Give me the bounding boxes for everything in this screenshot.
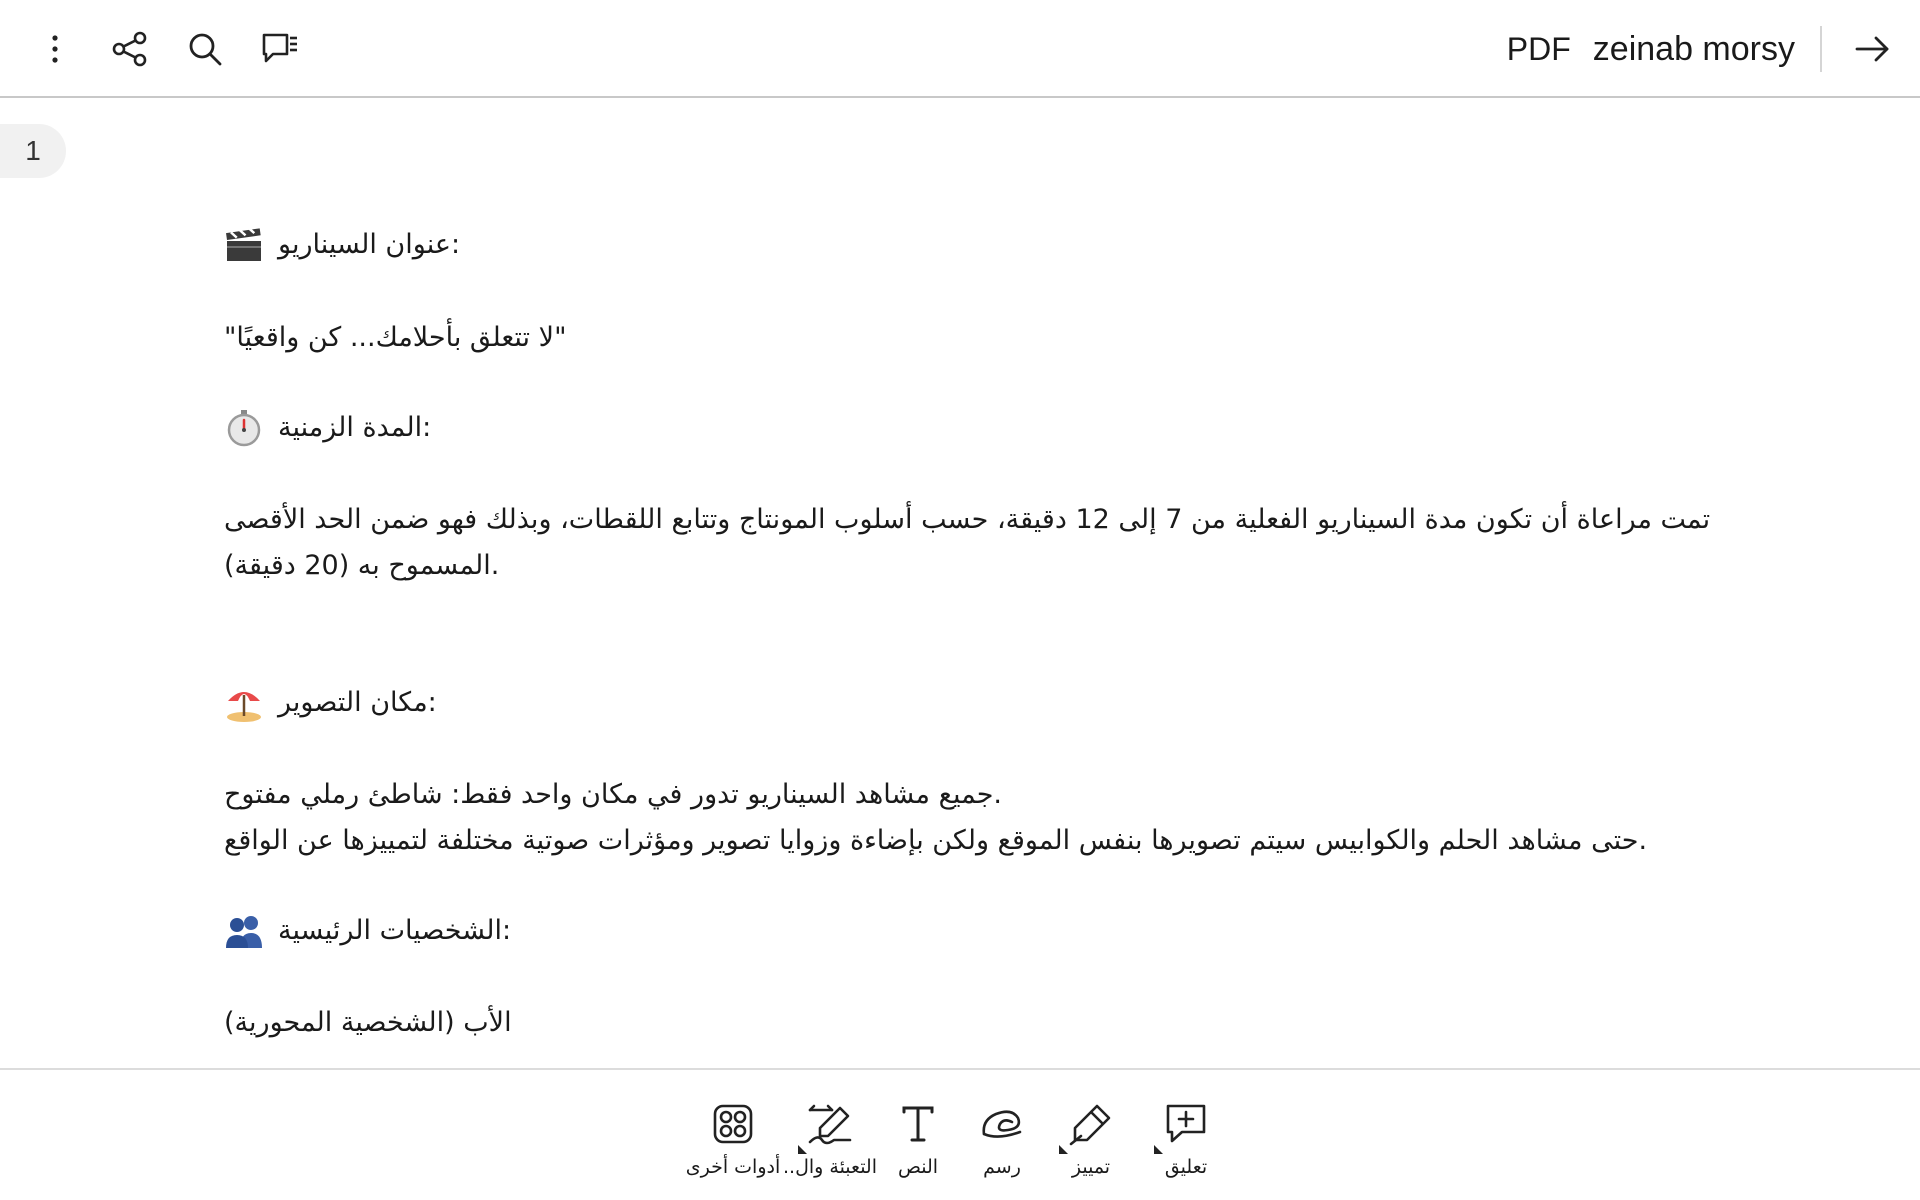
duration-heading-text: المدة الزمنية: [278,412,432,443]
share-icon[interactable] [108,27,152,71]
highlighter-icon [1067,1100,1115,1148]
comment-tool-button[interactable] [1136,1080,1236,1190]
freehand-draw-icon [978,1100,1026,1148]
location-heading-text: مكان التصوير: [278,687,437,718]
clapperboard-icon [224,225,264,265]
title-heading [224,222,460,268]
text-icon [894,1100,942,1148]
more-vertical-icon[interactable] [33,27,77,71]
search-icon[interactable] [183,27,227,71]
duration-line-1: تمت مراعاة أن تكون مدة السيناريو الفعلية من 7 إلى 12 دقيقة، حسب أسلوب المونتاج وتتابع اللقطات، وبذلك فهو ضمن الحد الأقصى [224,504,1711,535]
fill-sign-icon [806,1100,854,1148]
bottom-toolbar [0,1068,1920,1200]
text-tool-button[interactable] [868,1080,968,1190]
fill-sign-tool-button[interactable] [780,1080,880,1190]
highlight-tool-label: تمييز [1071,1156,1111,1178]
add-comment-icon [1162,1100,1210,1148]
comments-icon[interactable] [258,27,302,71]
document-type-label: PDF [1506,30,1571,67]
page-number-badge: 1 [0,124,66,178]
grid-apps-icon [709,1100,757,1148]
toolbar-divider [1820,26,1822,72]
highlight-tool-button[interactable] [1041,1080,1141,1190]
draw-tool-label: رسم [983,1156,1021,1178]
characters-heading [224,908,511,954]
character-1: الأب (الشخصية المحورية) [224,1007,512,1038]
people-icon [224,911,264,951]
document-title [1507,24,1795,74]
fill-sign-tool-label: التعبئة وال.. [783,1156,877,1178]
arrow-right-icon[interactable] [1850,27,1894,71]
duration-heading [224,405,431,451]
duration-line-2: المسموح به (20 دقيقة). [224,550,500,581]
stopwatch-icon [224,408,264,448]
comment-tool-label: تعليق [1164,1156,1208,1178]
title-heading-text: عنوان السيناريو: [278,229,461,260]
beach-umbrella-icon [224,683,264,723]
location-heading [224,680,437,726]
text-tool-label: النص [897,1156,939,1178]
characters-heading-text: الشخصيات الرئيسية: [278,915,512,946]
document-name: zeinab morsy [1592,29,1795,68]
title-value: "لا تتعلق بأحلامك... كن واقعيًا" [224,322,567,353]
location-line-1: جميع مشاهد السيناريو تدور في مكان واحد فقط: شاطئ رملي مفتوح. [224,779,1002,810]
top-bar [0,0,1920,98]
location-line-2: حتى مشاهد الحلم والكوابيس سيتم تصويرها بنفس الموقع ولكن بإضاءة وزوايا تصوير ومؤثرات صوتية مختلفة لتمييزها عن الواقع. [224,825,1648,856]
more-tools-label: أدوات أخرى [685,1156,781,1178]
more-tools-button[interactable] [683,1080,783,1190]
